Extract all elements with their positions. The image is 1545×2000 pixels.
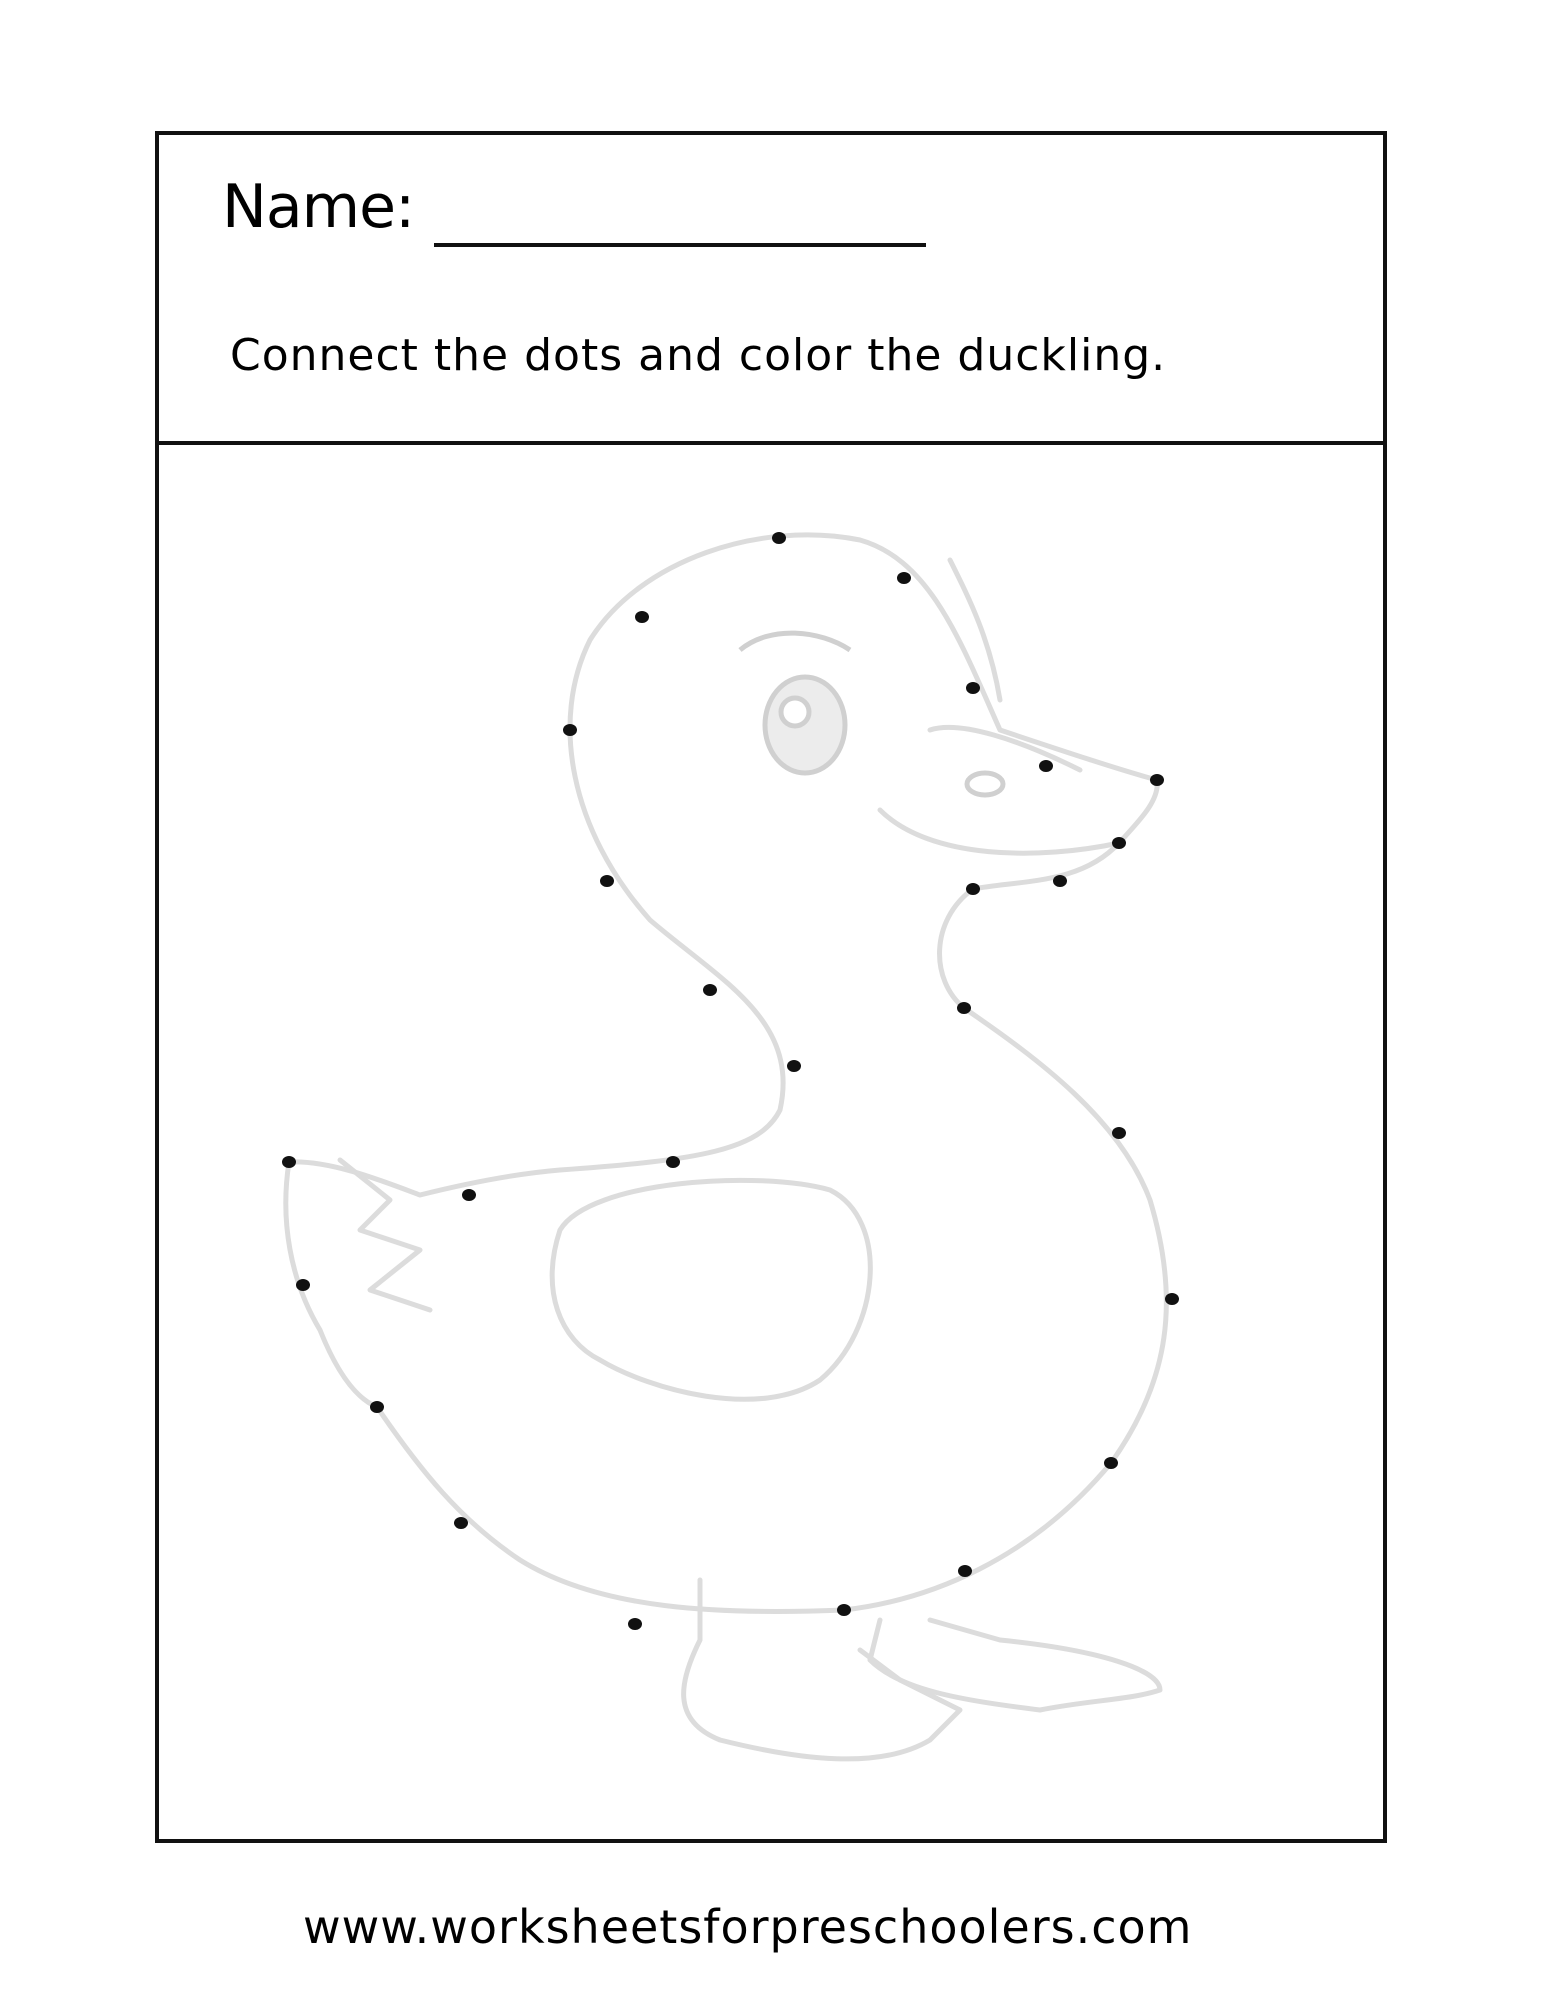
dot xyxy=(958,1565,972,1577)
dot xyxy=(1039,760,1053,772)
dot xyxy=(370,1401,384,1413)
dot xyxy=(1053,875,1067,887)
dot xyxy=(1165,1293,1179,1305)
dot xyxy=(454,1517,468,1529)
dot xyxy=(628,1618,642,1630)
dot xyxy=(703,984,717,996)
dot xyxy=(296,1279,310,1291)
dot xyxy=(837,1604,851,1616)
dot xyxy=(1104,1457,1118,1469)
dot xyxy=(966,682,980,694)
dot xyxy=(563,724,577,736)
dot xyxy=(787,1060,801,1072)
dot xyxy=(635,611,649,623)
dot xyxy=(1150,774,1164,786)
duckling-outline xyxy=(286,535,1167,1759)
duckling-eye-icon xyxy=(740,633,1003,795)
name-label: Name: xyxy=(222,172,415,242)
dot xyxy=(666,1156,680,1168)
footer-website-link[interactable]: www.worksheetsforpreschoolers.com xyxy=(303,1900,1193,1954)
dot xyxy=(772,532,786,544)
dot xyxy=(600,875,614,887)
instruction-text: Connect the dots and color the duckling. xyxy=(230,330,1167,381)
dot xyxy=(966,883,980,895)
dot xyxy=(462,1189,476,1201)
dot xyxy=(1112,1127,1126,1139)
dot xyxy=(957,1002,971,1014)
dot xyxy=(1112,837,1126,849)
dot xyxy=(282,1156,296,1168)
dot xyxy=(897,572,911,584)
